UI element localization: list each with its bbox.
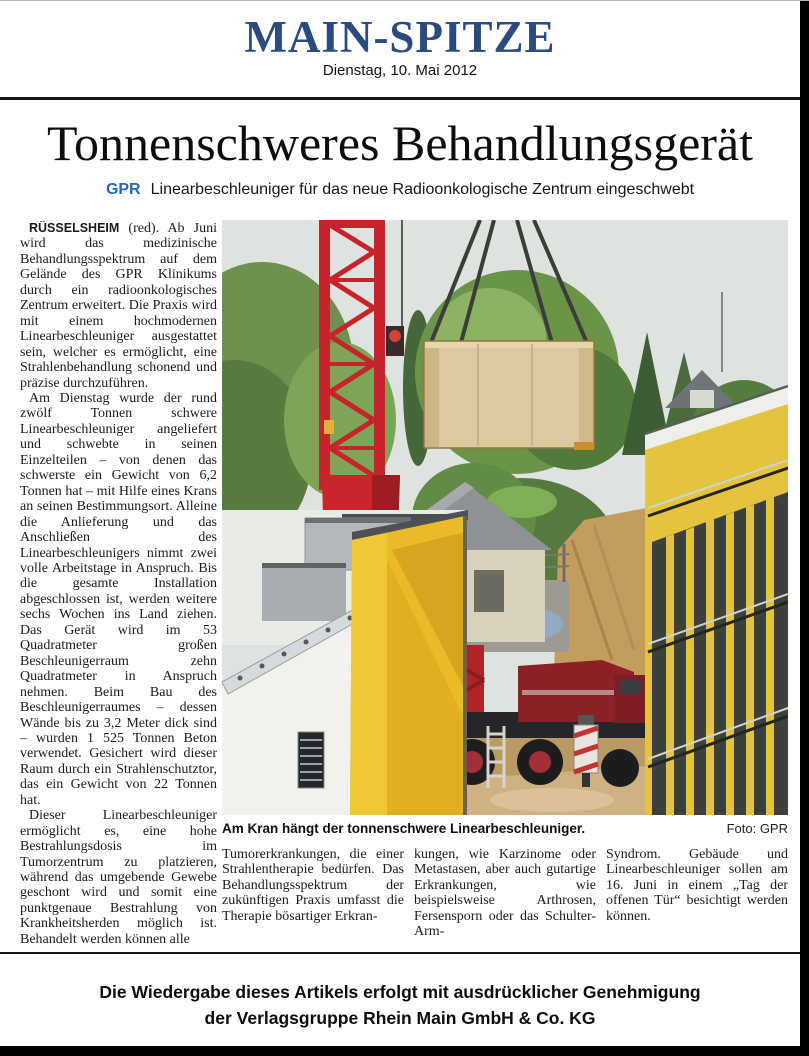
scan-edge-right (800, 1, 809, 1056)
photo-caption: Am Kran hängt der tonnenschwere Linearbeschleuniger. (222, 821, 586, 836)
header-rule (0, 97, 800, 100)
paragraph-2: Am Dienstag wurde der rund zwölf Tonnen schwere Linearbeschleuniger angeliefert und schwebte in seinen Einzelteilen – von denen das schwerste ein Gewicht von 6,2 Tonnen hat – mit Hilfe eines Krans an seinen Bestimmungsort. Alleine die Anlieferung und das Anschließen des Linearbeschleunigers nimmt zwei volle Arbeitstage in Anspruch. Bis die gesamte Installation abgeschlossen ist, werden weitere sechs Wochen ins Land ziehen. Das Gerät wird im 53 Quadratmeter großen Beschleunigerraum zehn Quadratmeter in Anspruch nehmen. Beim Bau des Beschleunigerraumes – dessen Wände bis zu 3,2 Meter dick sind – wurden 1 525 Tonnen Beton verwendet. Gesichert wird dieser Raum durch ein Strahlenschutztor, das ein Gewicht von 22 Tonnen hat. (20, 390, 217, 808)
continuation-column-2: kungen, wie Karzinome oder Metastasen, aber auch gutartige Erkrankungen, wie beispielsweise Arthrosen, Fersensporn oder das Schulter-Arm- (414, 847, 596, 940)
photo-yellow-pillar (350, 510, 468, 815)
subheadline-text: Linearbeschleuniger für das neue Radioonkologische Zentrum eingeschwebt (150, 181, 695, 198)
photo-caption-row (222, 821, 788, 836)
reprint-notice-line-2: der Verlagsgruppe Rhein Main GmbH & Co. KG (204, 1008, 596, 1028)
photo-vent-grille (298, 732, 324, 788)
continuation-column-3: Syndrom. Gebäude und Linearbeschleuniger sollen am 16. Juni in einem „Tag der offenen Tür“ besichtigt werden können. (606, 847, 788, 924)
photo-credit: Foto: GPR (726, 821, 788, 836)
kicker-gpr: GPR (105, 181, 141, 198)
article-continuation-columns (222, 847, 788, 949)
scan-edge-bottom (0, 1046, 809, 1056)
footer-rule (0, 952, 800, 954)
article-body-column (20, 221, 217, 948)
photo-crane-truck (447, 645, 662, 815)
reprint-notice (0, 979, 800, 1031)
dateline: RÜSSELSHEIM (29, 221, 120, 235)
masthead-logo: MAIN-SPITZE (244, 12, 556, 62)
paragraph-lead (20, 221, 217, 391)
photo-yellow-facade (645, 386, 788, 815)
paragraph-3: Dieser Linearbeschleuniger ermöglicht es, eine hohe Bestrahlungsdosis im Tumorzentrum zu platzieren, während das umgebende Gewebe geschont wird und somit eine punktgenaue Bestrahlung von Krankheitsherden möglich ist. Behandelt werden können alle (20, 808, 217, 947)
masthead-date: Dienstag, 10. Mai 2012 (322, 62, 478, 79)
article-subheadline (0, 181, 800, 199)
reprint-notice-line-1: Die Wiedergabe dieses Artikels erfolgt mit ausdrücklicher Genehmigung (99, 982, 701, 1002)
paragraph-1-text: (red). Ab Juni wird das medizinische Behandlungsspektrum auf dem Gelände des GPR Klinikums durch ein radioonkologisches Zentrum erweitert. Die Praxis wird mit einem hochmodernen Linearbeschleuniger ausgestattet sein, welcher es ermöglicht, eine Strahlenbehandlung schonend und präzise durchzuführen. (20, 221, 217, 391)
continuation-column-1: Tumorerkrankungen, die einer Strahlentherapie bedürfen. Das Behandlungsspektrum der zukünftigen Praxis umfasst die Therapie bösartiger Erkran- (222, 847, 404, 924)
article-photo (222, 220, 788, 815)
article-headline: Tonnenschweres Behandlungsgerät (46, 115, 753, 171)
